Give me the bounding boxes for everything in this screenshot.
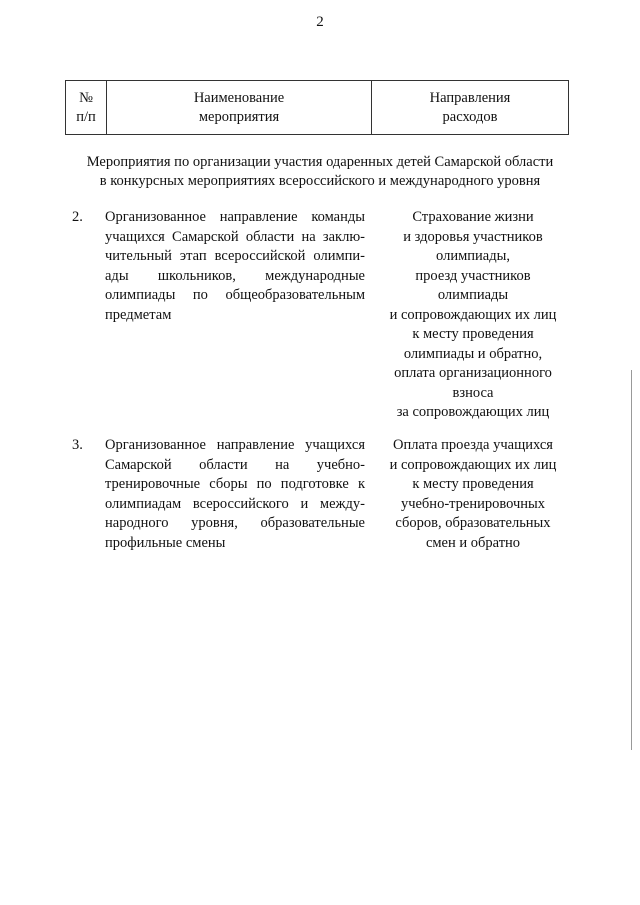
row-number: 2. [72, 209, 83, 225]
section-title-line1: Мероприятия по организации участия одаренных детей Самарской области [86, 154, 554, 170]
row-expenses [378, 436, 568, 553]
row-number: 3. [72, 437, 83, 453]
expense-line: и здоровья участников [403, 228, 543, 245]
header-cell-number [66, 81, 107, 135]
header-cell-name [107, 81, 372, 135]
description-line: профильные смены [105, 534, 226, 551]
expense-line: и сопровождающих их лиц [389, 456, 557, 473]
section-title [40, 153, 600, 191]
header-direction-line1: Направления [429, 90, 511, 107]
expense-line: олимпиады [437, 287, 509, 303]
expense-line: к месту проведения [412, 326, 534, 342]
description-line: Организованное направление учащихся [105, 437, 365, 453]
header-name-line2: мероприятия [198, 108, 280, 125]
header-cell-direction [372, 81, 569, 135]
expense-line: к месту проведения [412, 476, 534, 492]
page-number: 2 [316, 14, 324, 30]
header-number-line1: № [79, 90, 93, 107]
expense-line: взноса [452, 384, 494, 401]
expense-line: сборов, образовательных [395, 515, 551, 531]
row-expenses [378, 208, 568, 423]
expense-line: Оплата проезда учащихся [393, 437, 553, 453]
row-description [105, 436, 365, 553]
expense-line: олимпиады, [436, 248, 510, 264]
table-header [65, 80, 569, 135]
description-line: Самарской области на учебно- [105, 456, 365, 473]
description-line: Организованное направление команды [105, 209, 365, 225]
row-description [105, 208, 365, 325]
description-line: чительный этап всероссийской олимпи- [105, 248, 365, 264]
scan-edge-line [631, 370, 632, 750]
expense-line: олимпиады и обратно, [403, 345, 543, 362]
expense-line: проезд участников [415, 267, 531, 284]
description-line: народного уровня, образовательные [105, 515, 365, 531]
expense-line: Страхование жизни [412, 209, 534, 225]
expense-line: за сопровождающих лиц [396, 404, 550, 420]
expense-line: оплата организационного [394, 365, 552, 381]
header-number-line2: п/п [76, 108, 96, 125]
description-line: олимпиадам всероссийского и между- [105, 495, 365, 512]
description-line: тренировочные сборы по подготовке к [105, 476, 365, 492]
description-line: предметам [105, 306, 172, 323]
header-direction-line2: расходов [442, 108, 498, 125]
expense-line: смен и обратно [425, 534, 521, 551]
description-line: олимпиады по общеобразовательным [105, 287, 365, 303]
description-line: учащихся Самарской области на заклю- [105, 228, 365, 245]
description-line: ады школьников, международные [105, 267, 365, 284]
header-name-line1: Наименование [193, 90, 285, 107]
expense-line: и сопровождающих их лиц [389, 306, 557, 323]
expense-line: учебно-тренировочных [400, 495, 546, 512]
section-title-line2: в конкурсных мероприятиях всероссийского и международного уровня [99, 173, 541, 189]
